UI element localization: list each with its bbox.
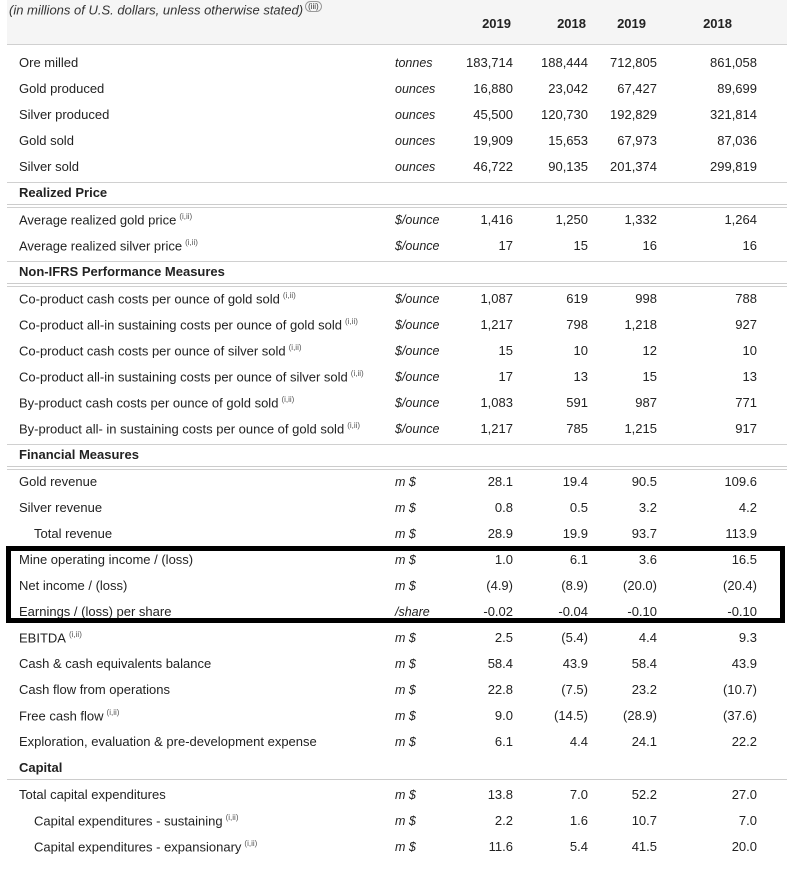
row-value: 5.4 — [569, 839, 588, 854]
row-unit: ounces — [395, 160, 436, 174]
row-value: 1,264 — [724, 212, 757, 227]
row-value: 113.9 — [725, 526, 757, 541]
row-value: 16,880 — [473, 81, 513, 96]
section-financial-measures: Financial Measures — [7, 444, 787, 467]
row-value: 43.9 — [731, 656, 757, 671]
row-value: 52.2 — [631, 787, 657, 802]
row-value: (7.5) — [561, 682, 588, 697]
row-value: 22.2 — [731, 734, 757, 749]
row-value: 19,909 — [473, 133, 513, 148]
row-label: Cash flow from operations — [19, 682, 171, 697]
row-unit: m $ — [395, 709, 416, 723]
row-footnote: (i,ii) — [345, 317, 358, 326]
row-value: 10.7 — [631, 813, 657, 828]
row-value: 13 — [573, 369, 588, 384]
row-unit: m $ — [395, 788, 416, 802]
table-row — [7, 808, 787, 834]
row-label: Total revenue — [34, 526, 113, 541]
row-label: Gold produced — [19, 81, 105, 96]
row-divider — [7, 44, 787, 45]
row-label: Silver produced — [19, 107, 110, 122]
table-row — [7, 677, 787, 703]
row-footnote: (i,ii) — [282, 291, 296, 300]
row-value: 17 — [498, 238, 513, 253]
row-label: Co-product all-in sustaining costs per ounce of gold sold — [19, 317, 343, 333]
row-label: Co-product cash costs per ounce of silver sold — [19, 343, 286, 359]
row-unit: $/ounce — [395, 292, 440, 306]
row-label: Capital expenditures - sustaining — [34, 813, 223, 829]
highlight-box — [6, 546, 785, 623]
row-value: 67,427 — [617, 81, 657, 96]
row-value: 24.1 — [631, 734, 657, 749]
row-label: Co-product cash costs per ounce of gold sold — [19, 291, 280, 307]
row-value: 10 — [573, 343, 588, 358]
row-value: 109.6 — [724, 474, 757, 489]
row-value: 90.5 — [631, 474, 657, 489]
table-row — [7, 76, 787, 102]
table-row — [7, 469, 787, 495]
year-header-2: 2018 — [557, 16, 586, 31]
row-value: 90,135 — [548, 159, 588, 174]
row-unit: m $ — [395, 814, 416, 828]
row-value: 712,805 — [610, 55, 657, 70]
row-value: 619 — [566, 291, 588, 306]
row-value: 16.5 — [731, 552, 757, 567]
row-value: 771 — [735, 395, 757, 410]
row-unit: m $ — [395, 683, 416, 697]
row-value: 27.0 — [731, 787, 757, 802]
row-divider — [7, 286, 787, 287]
row-value: 15 — [498, 343, 513, 358]
row-value: 11.6 — [488, 839, 513, 854]
table-row — [7, 703, 787, 729]
row-value: 1,218 — [624, 317, 657, 332]
row-value: -0.04 — [558, 604, 588, 619]
row-unit: m $ — [395, 579, 416, 593]
row-value: 45,500 — [473, 107, 513, 122]
row-value: 1,215 — [624, 421, 657, 436]
row-value: 998 — [635, 291, 657, 306]
row-value: 23,042 — [548, 81, 588, 96]
row-unit: /share — [395, 605, 430, 619]
row-value: 13.8 — [487, 787, 513, 802]
row-value: 183,714 — [466, 55, 513, 70]
row-value: 89,699 — [717, 81, 757, 96]
row-unit: ounces — [395, 108, 436, 122]
table-row — [7, 154, 787, 180]
row-value: 28.1 — [487, 474, 513, 489]
year-header-1: 2019 — [482, 16, 511, 31]
row-footnote: (i,ii) — [288, 343, 302, 352]
row-value: 1.0 — [494, 552, 513, 567]
row-label: Cash & cash equivalents balance — [19, 656, 212, 671]
row-unit: m $ — [395, 657, 416, 671]
row-value: 2.5 — [494, 630, 513, 645]
row-value: 15 — [642, 369, 657, 384]
table-row — [7, 207, 787, 233]
row-value: 6.1 — [569, 552, 588, 567]
row-value: 16 — [742, 238, 757, 253]
row-value: 1,217 — [480, 421, 513, 436]
row-label: Free cash flow — [19, 708, 104, 724]
row-label-wrap — [19, 212, 192, 227]
row-value: 28.9 — [487, 526, 513, 541]
row-label: Mine operating income / (loss) — [19, 552, 194, 567]
row-value: 1,332 — [624, 212, 657, 227]
row-value: (4.9) — [486, 578, 513, 593]
table-row — [7, 729, 787, 755]
row-value: 798 — [566, 317, 588, 332]
row-unit: m $ — [395, 475, 416, 489]
row-divider — [7, 182, 787, 183]
row-value: 0.5 — [569, 500, 588, 515]
row-footnote: (i,ii) — [350, 369, 364, 378]
row-value: 6.1 — [494, 734, 513, 749]
row-unit: $/ounce — [395, 344, 440, 358]
row-divider — [7, 444, 787, 445]
row-value: 58.4 — [631, 656, 657, 671]
table-row — [7, 338, 787, 364]
table-row — [7, 521, 787, 547]
table-row — [7, 128, 787, 154]
row-value: 788 — [735, 291, 757, 306]
table-row — [7, 102, 787, 128]
row-value: (20.0) — [623, 578, 657, 593]
row-value: 192,829 — [610, 107, 657, 122]
row-value: 9.3 — [738, 630, 757, 645]
row-value: 12 — [642, 343, 657, 358]
row-label: Capital expenditures - expansionary — [34, 839, 242, 855]
row-value: 23.2 — [631, 682, 657, 697]
row-label-wrap — [34, 839, 257, 854]
row-value: 41.5 — [631, 839, 657, 854]
row-unit: tonnes — [395, 56, 433, 70]
table-row — [7, 233, 787, 259]
table-row — [7, 364, 787, 390]
row-value: (5.4) — [561, 630, 588, 645]
row-footnote: (i,ii) — [185, 238, 198, 247]
row-label: Average realized silver price — [19, 238, 183, 254]
row-label: Net income / (loss) — [19, 578, 128, 593]
row-value: 22.8 — [487, 682, 513, 697]
table-row — [7, 50, 787, 76]
row-label: By-product cash costs per ounce of gold sold — [19, 395, 279, 411]
row-value: 591 — [566, 395, 588, 410]
row-label-wrap — [34, 813, 239, 828]
row-value: 188,444 — [541, 55, 588, 70]
row-value: 17 — [498, 369, 513, 384]
row-value: 7.0 — [738, 813, 757, 828]
row-value: 2.2 — [494, 813, 513, 828]
row-value: 201,374 — [610, 159, 657, 174]
row-value: (14.5) — [554, 708, 588, 723]
table-row — [7, 651, 787, 677]
row-label: Silver revenue — [19, 500, 103, 515]
table-row — [7, 782, 787, 808]
row-value: 13 — [742, 369, 757, 384]
row-footnote: (i,ii) — [244, 839, 258, 848]
row-label-wrap — [19, 238, 198, 253]
row-value: 299,819 — [710, 159, 757, 174]
row-value: 58.4 — [487, 656, 513, 671]
table-row — [7, 834, 787, 860]
row-value: 1,083 — [480, 395, 513, 410]
row-footnote: (i,ii) — [179, 212, 193, 221]
row-label-wrap — [19, 708, 119, 723]
row-label-wrap — [19, 369, 364, 384]
row-value: 93.7 — [631, 526, 657, 541]
row-divider — [7, 261, 787, 262]
row-value: 4.4 — [638, 630, 657, 645]
row-value: 46,722 — [473, 159, 513, 174]
row-value: 927 — [735, 317, 757, 332]
row-value: (37.6) — [723, 708, 757, 723]
row-value: (10.7) — [723, 682, 757, 697]
row-footnote: (i,ii) — [106, 708, 120, 717]
row-value: (28.9) — [623, 708, 657, 723]
row-value: -0.02 — [483, 604, 513, 619]
row-label: Average realized gold price — [19, 212, 177, 228]
row-footnote: (i,ii) — [281, 395, 295, 404]
table-row — [7, 390, 787, 416]
row-value: 20.0 — [731, 839, 757, 854]
row-value: 3.6 — [638, 552, 657, 567]
year-header-3: 2019 — [617, 16, 646, 31]
row-value: 19.4 — [562, 474, 588, 489]
row-value: 43.9 — [562, 656, 588, 671]
row-value: 120,730 — [541, 107, 588, 122]
section-capital: Capital — [7, 757, 787, 780]
row-value: 3.2 — [638, 500, 657, 515]
row-value: 917 — [735, 421, 757, 436]
row-label-wrap — [19, 343, 302, 358]
row-value: 10 — [742, 343, 757, 358]
row-unit: $/ounce — [395, 396, 440, 410]
row-unit: ounces — [395, 82, 436, 96]
row-footnote: (i,ii) — [225, 813, 239, 822]
row-value: 9.0 — [494, 708, 513, 723]
row-value: 7.0 — [569, 787, 588, 802]
row-unit: ounces — [395, 134, 436, 148]
table-row — [7, 312, 787, 338]
row-label: Total capital expenditures — [19, 787, 166, 802]
row-label-wrap — [19, 421, 360, 436]
row-footnote: (i,ii) — [68, 630, 82, 639]
table-row — [7, 625, 787, 651]
row-unit: $/ounce — [395, 422, 440, 436]
row-value: 1,250 — [555, 212, 588, 227]
row-unit: $/ounce — [395, 239, 440, 253]
row-label-wrap — [19, 317, 358, 332]
row-unit: m $ — [395, 735, 416, 749]
row-value: 1,416 — [480, 212, 513, 227]
row-value: 19.9 — [562, 526, 588, 541]
row-value: 4.4 — [569, 734, 588, 749]
row-unit: $/ounce — [395, 213, 440, 227]
row-value: (20.4) — [723, 578, 757, 593]
table-row — [7, 495, 787, 521]
row-value: 87,036 — [717, 133, 757, 148]
row-value: 16 — [642, 238, 657, 253]
table-caption: (in millions of U.S. dollars, unless otherwise stated) $^{(iii)}$ — [9, 2, 322, 17]
row-label: Ore milled — [19, 55, 79, 70]
row-divider — [7, 207, 787, 208]
row-unit: m $ — [395, 631, 416, 645]
row-label: By-product all- in sustaining costs per ounce of gold sold — [19, 421, 345, 437]
row-value: 1,217 — [480, 317, 513, 332]
table-row — [7, 286, 787, 312]
row-value: 4.2 — [738, 500, 757, 515]
row-label: Co-product all-in sustaining costs per ounce of silver sold — [19, 369, 348, 385]
row-value: 785 — [566, 421, 588, 436]
row-label: Silver sold — [19, 159, 79, 174]
row-unit: m $ — [395, 527, 416, 541]
table-row — [7, 416, 787, 442]
year-header-4: 2018 — [703, 16, 732, 31]
row-unit: m $ — [395, 501, 416, 515]
row-value: 0.8 — [494, 500, 513, 515]
row-value: 1.6 — [569, 813, 588, 828]
row-value: (8.9) — [561, 578, 588, 593]
row-unit: m $ — [395, 840, 416, 854]
row-value: -0.10 — [727, 604, 757, 619]
section-non-ifrs: Non-IFRS Performance Measures — [7, 261, 787, 284]
row-unit: $/ounce — [395, 370, 440, 384]
row-label: Exploration, evaluation & pre-development expense — [19, 734, 317, 749]
row-unit: m $ — [395, 553, 416, 567]
row-value: -0.10 — [627, 604, 657, 619]
row-label-wrap — [19, 630, 82, 645]
row-value: 321,814 — [710, 107, 757, 122]
row-value: 15,653 — [548, 133, 588, 148]
row-label-wrap — [19, 395, 294, 410]
row-label: Gold revenue — [19, 474, 98, 489]
row-footnote: (i,ii) — [347, 421, 361, 430]
row-unit: $/ounce — [395, 318, 440, 332]
row-value: 15 — [573, 238, 588, 253]
row-value: 1,087 — [480, 291, 513, 306]
row-label: Gold sold — [19, 133, 74, 148]
row-value: 987 — [635, 395, 657, 410]
row-label: Earnings / (loss) per share — [19, 604, 172, 619]
row-value: 67,973 — [617, 133, 657, 148]
row-label: EBITDA — [19, 630, 66, 646]
row-value: 861,058 — [710, 55, 757, 70]
row-label-wrap — [19, 291, 296, 306]
section-realized-price: Realized Price — [7, 182, 787, 205]
row-divider — [7, 469, 787, 470]
